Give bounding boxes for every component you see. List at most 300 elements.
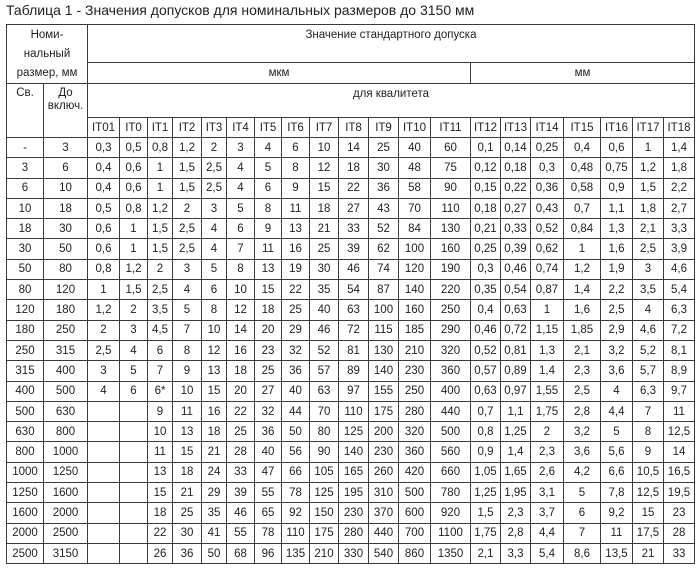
- tolerance-value-cell: 54: [339, 280, 369, 300]
- tolerance-value-cell: 1: [148, 158, 173, 178]
- tolerance-value-cell: 4: [227, 158, 255, 178]
- tolerance-value-cell: 28: [664, 523, 695, 543]
- tolerance-value-cell: 14: [339, 138, 369, 158]
- tolerance-value-cell: 3,7: [531, 503, 564, 523]
- tolerance-value-cell: 35: [310, 280, 339, 300]
- table-row: [7, 280, 695, 300]
- tolerance-value-cell: 9,2: [601, 503, 633, 523]
- tolerance-value-cell: 55: [227, 523, 255, 543]
- tolerance-value-cell: 18: [227, 361, 255, 381]
- tolerance-value-cell: 13: [173, 422, 202, 442]
- tolerance-value-cell: 3,2: [564, 422, 601, 442]
- size-from-cell: 2500: [7, 543, 44, 563]
- tolerance-value-cell: [120, 462, 148, 482]
- tolerance-value-cell: 5: [202, 259, 227, 279]
- tolerance-value-cell: 1,4: [664, 138, 695, 158]
- tolerance-value-cell: 1: [564, 239, 601, 259]
- tolerance-value-cell: 165: [339, 462, 369, 482]
- tolerance-value-cell: 6,3: [633, 381, 664, 401]
- tolerance-value-cell: 40: [399, 138, 431, 158]
- size-from-cell: 180: [7, 320, 44, 340]
- tolerance-value-cell: 65: [255, 503, 282, 523]
- tolerance-value-cell: 230: [339, 503, 369, 523]
- tolerance-value-cell: 0,58: [564, 178, 601, 198]
- tolerance-value-cell: 0,6: [88, 239, 120, 259]
- tolerance-value-cell: [120, 523, 148, 543]
- tolerance-value-cell: 46: [227, 503, 255, 523]
- tolerance-value-cell: 310: [369, 483, 399, 503]
- tolerance-value-cell: 4: [255, 138, 282, 158]
- tolerance-value-cell: 4: [202, 219, 227, 239]
- grade-header-cell: IT10: [399, 118, 431, 138]
- tolerance-value-cell: 3,5: [633, 280, 664, 300]
- tolerance-value-cell: 8: [227, 259, 255, 279]
- tolerance-value-cell: 1,3: [531, 340, 564, 360]
- tolerance-value-cell: 1,75: [471, 523, 501, 543]
- tolerance-value-cell: 7: [227, 239, 255, 259]
- tolerance-value-cell: 10: [173, 381, 202, 401]
- tolerance-value-cell: 1: [633, 138, 664, 158]
- tolerance-value-cell: 21: [202, 442, 227, 462]
- tolerance-value-cell: 1,85: [564, 320, 601, 340]
- tolerance-value-cell: 9,7: [664, 381, 695, 401]
- tolerance-value-cell: 57: [310, 361, 339, 381]
- tolerance-value-cell: 25: [282, 300, 310, 320]
- tolerance-value-cell: 1,2: [120, 259, 148, 279]
- tolerance-value-cell: 0,48: [564, 158, 601, 178]
- tolerance-value-cell: 1,5: [120, 280, 148, 300]
- tolerance-value-cell: 140: [399, 280, 431, 300]
- tolerance-value-cell: 6*: [148, 381, 173, 401]
- grade-header-cell: IT17: [633, 118, 664, 138]
- tolerance-value-cell: 400: [431, 381, 471, 401]
- tolerance-value-cell: 1,2: [88, 300, 120, 320]
- tolerance-value-cell: 16: [282, 239, 310, 259]
- tolerance-value-cell: 1100: [431, 523, 471, 543]
- tolerance-value-cell: 41: [202, 523, 227, 543]
- tolerance-value-cell: 15: [255, 280, 282, 300]
- tolerance-value-cell: 90: [310, 442, 339, 462]
- unit-mm-header: мм: [471, 62, 695, 83]
- tolerance-value-cell: 0,52: [471, 340, 501, 360]
- tolerance-value-cell: 52: [310, 340, 339, 360]
- tolerance-value-cell: 2,8: [564, 401, 601, 421]
- tolerance-value-cell: 1,05: [471, 462, 501, 482]
- tolerance-value-cell: 12: [310, 158, 339, 178]
- grade-header-cell: IT6: [282, 118, 310, 138]
- tolerance-value-cell: [120, 503, 148, 523]
- tolerance-value-cell: 4,2: [564, 462, 601, 482]
- tolerance-value-cell: 20: [255, 320, 282, 340]
- tolerance-value-cell: 2,5: [173, 239, 202, 259]
- tolerance-value-cell: 3: [120, 320, 148, 340]
- tolerance-value-cell: 33: [664, 543, 695, 563]
- tolerance-value-cell: 35: [202, 503, 227, 523]
- tolerance-value-cell: 28: [227, 442, 255, 462]
- tolerance-value-cell: 12: [202, 340, 227, 360]
- table-row: [7, 523, 695, 543]
- tolerance-value-cell: 0,7: [564, 198, 601, 218]
- tolerance-value-cell: 6: [564, 503, 601, 523]
- tolerance-value-cell: 2,3: [531, 442, 564, 462]
- tolerance-value-cell: 1,65: [501, 462, 531, 482]
- tolerance-value-cell: 185: [399, 320, 431, 340]
- tolerance-value-cell: 0,46: [501, 259, 531, 279]
- size-from-cell: 50: [7, 259, 44, 279]
- tolerance-value-cell: 18: [255, 300, 282, 320]
- tolerance-value-cell: 1,25: [471, 483, 501, 503]
- tolerance-value-cell: 1: [148, 178, 173, 198]
- grade-header-cell: IT18: [664, 118, 695, 138]
- tolerance-value-cell: 175: [369, 401, 399, 421]
- tolerance-value-cell: 8: [633, 422, 664, 442]
- tolerance-value-cell: 3,9: [664, 239, 695, 259]
- tolerance-value-cell: 84: [399, 219, 431, 239]
- tolerance-value-cell: 5: [173, 300, 202, 320]
- tolerance-value-cell: 97: [339, 381, 369, 401]
- tolerance-value-cell: 10: [310, 138, 339, 158]
- tolerance-value-cell: 6: [227, 219, 255, 239]
- tolerance-value-cell: 56: [282, 442, 310, 462]
- tolerance-value-cell: 13: [255, 259, 282, 279]
- table-row: [7, 178, 695, 198]
- tolerance-value-cell: 68: [227, 543, 255, 563]
- tolerance-value-cell: 13: [282, 219, 310, 239]
- size-from-cell: 800: [7, 442, 44, 462]
- tolerance-value-cell: 8: [173, 340, 202, 360]
- grade-header-cell: IT8: [339, 118, 369, 138]
- tolerance-value-cell: 30: [310, 259, 339, 279]
- tolerance-value-cell: 7,2: [664, 320, 695, 340]
- grade-header-cell: IT0: [120, 118, 148, 138]
- tolerance-value-cell: 0,3: [531, 158, 564, 178]
- tolerance-value-cell: 1,25: [501, 422, 531, 442]
- tolerance-value-cell: 40: [310, 300, 339, 320]
- grade-header-cell: IT12: [471, 118, 501, 138]
- tolerance-value-cell: 78: [255, 523, 282, 543]
- tolerance-value-cell: 420: [399, 462, 431, 482]
- tolerance-value-cell: 15: [173, 442, 202, 462]
- tolerance-value-cell: 1,6: [601, 239, 633, 259]
- tolerance-value-cell: 3: [633, 259, 664, 279]
- tolerance-value-cell: 3,2: [601, 340, 633, 360]
- size-to-cell: 6: [44, 158, 88, 178]
- size-from-cell: 6: [7, 178, 44, 198]
- tolerance-value-cell: 25: [227, 422, 255, 442]
- tolerance-value-cell: [88, 483, 120, 503]
- tolerance-value-cell: 9: [282, 178, 310, 198]
- tolerance-value-cell: 100: [369, 300, 399, 320]
- size-to-cell: 315: [44, 340, 88, 360]
- tolerance-value-cell: 2,5: [88, 340, 120, 360]
- tolerance-value-cell: 27: [255, 381, 282, 401]
- tolerance-value-cell: 0,6: [120, 158, 148, 178]
- size-from-cell: 10: [7, 198, 44, 218]
- tolerance-value-cell: 90: [431, 178, 471, 198]
- tolerance-value-cell: 5,6: [601, 442, 633, 462]
- tolerance-value-cell: 140: [339, 442, 369, 462]
- tolerance-value-cell: 30: [369, 158, 399, 178]
- size-to-cell: 630: [44, 401, 88, 421]
- tolerance-value-cell: 19,5: [664, 483, 695, 503]
- tolerance-value-cell: 11: [173, 401, 202, 421]
- table-row: [7, 158, 695, 178]
- tolerance-value-cell: 190: [431, 259, 471, 279]
- tolerance-value-cell: [88, 523, 120, 543]
- tolerance-value-cell: 15: [633, 503, 664, 523]
- tolerance-value-cell: 0,87: [531, 280, 564, 300]
- size-to-cell: 1250: [44, 462, 88, 482]
- table-row: [7, 401, 695, 421]
- size-to-cell: 18: [44, 198, 88, 218]
- tolerance-value-cell: 370: [369, 503, 399, 523]
- tolerance-value-cell: 110: [282, 523, 310, 543]
- tolerance-value-cell: 9: [148, 401, 173, 421]
- tolerance-value-cell: 92: [282, 503, 310, 523]
- tolerance-value-cell: 6: [148, 340, 173, 360]
- tolerance-value-cell: 0,97: [501, 381, 531, 401]
- tolerance-value-cell: 125: [339, 422, 369, 442]
- tolerance-value-cell: 11: [664, 401, 695, 421]
- tolerance-value-cell: 33: [227, 462, 255, 482]
- tolerance-value-cell: 0,36: [531, 178, 564, 198]
- tolerance-value-cell: 4: [633, 300, 664, 320]
- tolerance-value-cell: 220: [431, 280, 471, 300]
- tolerance-value-cell: 16: [202, 401, 227, 421]
- tolerance-value-cell: 17,5: [633, 523, 664, 543]
- tolerance-value-cell: 195: [339, 483, 369, 503]
- tolerance-value-cell: 100: [399, 239, 431, 259]
- tolerance-value-cell: 21: [310, 219, 339, 239]
- tolerance-value-cell: 8,6: [564, 543, 601, 563]
- size-from-cell: 315: [7, 361, 44, 381]
- tolerance-value-cell: 0,6: [88, 219, 120, 239]
- size-to-cell: 2500: [44, 523, 88, 543]
- tolerance-value-cell: 10,5: [633, 462, 664, 482]
- tolerance-value-cell: 63: [339, 300, 369, 320]
- tolerance-value-cell: 46: [339, 259, 369, 279]
- tolerance-value-cell: 21: [633, 543, 664, 563]
- tolerance-value-cell: 0,57: [471, 361, 501, 381]
- tolerance-value-cell: 4: [202, 239, 227, 259]
- table-row: [7, 300, 695, 320]
- tolerance-value-cell: 32: [255, 401, 282, 421]
- tolerance-value-cell: 0,15: [471, 178, 501, 198]
- table-row: [7, 340, 695, 360]
- grade-header-cell: IT13: [501, 118, 531, 138]
- tolerance-value-cell: 5,4: [531, 543, 564, 563]
- table-row: [7, 361, 695, 381]
- tolerance-value-cell: 860: [399, 543, 431, 563]
- tolerance-value-cell: 280: [399, 401, 431, 421]
- table-row: [7, 462, 695, 482]
- tolerance-value-cell: 36: [173, 543, 202, 563]
- tolerance-value-cell: 1,5: [173, 178, 202, 198]
- tolerance-value-cell: 1,2: [564, 259, 601, 279]
- tolerance-value-cell: 2,1: [471, 543, 501, 563]
- tolerance-value-cell: 8,1: [664, 340, 695, 360]
- size-from-cell: 120: [7, 300, 44, 320]
- size-to-cell: 180: [44, 300, 88, 320]
- tolerance-value-cell: 600: [399, 503, 431, 523]
- size-to-cell: 1000: [44, 442, 88, 462]
- tolerance-value-cell: 15: [202, 381, 227, 401]
- tolerance-value-cell: 3: [227, 138, 255, 158]
- tolerance-value-cell: 2: [88, 320, 120, 340]
- for-grade-header: для квалитета: [88, 84, 695, 118]
- tolerance-value-cell: 1,2: [148, 198, 173, 218]
- size-to-cell: 50: [44, 239, 88, 259]
- tolerance-value-cell: 0,43: [531, 198, 564, 218]
- tolerance-value-cell: 3: [88, 361, 120, 381]
- tolerance-value-cell: 18: [173, 462, 202, 482]
- grade-header-cell: IT11: [431, 118, 471, 138]
- tolerance-value-cell: 2,5: [173, 219, 202, 239]
- table-row: [7, 219, 695, 239]
- tolerance-value-cell: 500: [399, 483, 431, 503]
- tolerance-value-cell: 14: [227, 320, 255, 340]
- tolerance-value-cell: 230: [399, 361, 431, 381]
- tolerance-value-cell: 115: [369, 320, 399, 340]
- grade-header-cell: IT4: [227, 118, 255, 138]
- from-header: Св.: [7, 84, 44, 138]
- tolerance-value-cell: 1,4: [531, 361, 564, 381]
- tolerance-value-cell: 2: [120, 300, 148, 320]
- tolerance-value-cell: 0,6: [120, 178, 148, 198]
- tolerance-value-cell: 160: [399, 300, 431, 320]
- tolerance-value-cell: 660: [431, 462, 471, 482]
- tolerance-value-cell: 40: [255, 442, 282, 462]
- tolerance-value-cell: 87: [369, 280, 399, 300]
- grade-header-cell: IT15: [564, 118, 601, 138]
- tolerance-value-cell: 3,6: [601, 361, 633, 381]
- tolerance-value-cell: 36: [282, 361, 310, 381]
- tolerance-value-cell: 11: [282, 198, 310, 218]
- table-row: [7, 503, 695, 523]
- grade-header-cell: IT2: [173, 118, 202, 138]
- grade-header-cell: IT7: [310, 118, 339, 138]
- tolerance-value-cell: 2,5: [202, 178, 227, 198]
- tolerance-value-cell: 0,21: [471, 219, 501, 239]
- tolerance-value-cell: 46: [310, 320, 339, 340]
- tolerance-value-cell: 0,74: [531, 259, 564, 279]
- tolerance-value-cell: 2,8: [501, 523, 531, 543]
- tolerance-value-cell: 230: [369, 442, 399, 462]
- size-from-cell: 1000: [7, 462, 44, 482]
- tolerance-value-cell: 22: [148, 523, 173, 543]
- tolerance-value-cell: 140: [369, 361, 399, 381]
- table-row: [7, 543, 695, 563]
- to-header: [44, 84, 88, 138]
- tolerance-value-cell: 160: [431, 239, 471, 259]
- tolerance-value-cell: 62: [369, 239, 399, 259]
- tolerance-value-cell: 11: [148, 442, 173, 462]
- tolerance-value-cell: 12,5: [664, 422, 695, 442]
- tolerance-value-cell: 0,84: [564, 219, 601, 239]
- tolerance-value-cell: 920: [431, 503, 471, 523]
- tolerance-value-cell: 75: [431, 158, 471, 178]
- tolerance-value-cell: 20: [227, 381, 255, 401]
- size-from-cell: 500: [7, 401, 44, 421]
- tolerance-value-cell: 1350: [431, 543, 471, 563]
- tolerance-value-cell: 2,5: [633, 239, 664, 259]
- tolerance-value-cell: 15: [148, 483, 173, 503]
- size-to-cell: 250: [44, 320, 88, 340]
- tolerance-value-cell: 0,8: [471, 422, 501, 442]
- tolerance-value-cell: 0,3: [471, 259, 501, 279]
- tolerance-value-cell: 1,9: [601, 259, 633, 279]
- tolerance-value-cell: 280: [339, 523, 369, 543]
- tolerance-value-cell: 2,2: [601, 280, 633, 300]
- table-caption: Таблица 1 - Значения допусков для номинальных размеров до 3150 мм: [6, 2, 475, 18]
- tolerance-value-cell: 4: [601, 381, 633, 401]
- tolerance-value-cell: 8: [202, 300, 227, 320]
- tolerance-value-cell: 4: [88, 381, 120, 401]
- tolerance-value-cell: 1,4: [564, 280, 601, 300]
- tolerance-value-cell: 0,5: [88, 198, 120, 218]
- size-to-cell: 3150: [44, 543, 88, 563]
- tolerance-value-cell: 60: [431, 138, 471, 158]
- unit-um-header: мкм: [88, 62, 471, 83]
- tolerance-value-cell: 130: [369, 340, 399, 360]
- tolerance-value-cell: 200: [369, 422, 399, 442]
- tolerance-value-cell: 1,5: [173, 158, 202, 178]
- size-from-cell: 400: [7, 381, 44, 401]
- table-row: [7, 138, 695, 158]
- tolerance-value-cell: 10: [227, 280, 255, 300]
- tolerance-value-cell: 8: [282, 158, 310, 178]
- tolerance-value-cell: 5: [601, 422, 633, 442]
- tolerance-value-cell: 5: [120, 361, 148, 381]
- tolerance-value-cell: 13: [148, 462, 173, 482]
- tolerance-value-cell: 80: [310, 422, 339, 442]
- size-to-cell: 3: [44, 138, 88, 158]
- tolerance-value-cell: 7: [173, 320, 202, 340]
- tolerance-value-cell: 1,4: [501, 442, 531, 462]
- tolerance-value-cell: 1,75: [531, 401, 564, 421]
- tolerance-value-cell: 1,1: [601, 198, 633, 218]
- tolerance-table: [6, 24, 695, 564]
- tolerance-value-cell: 320: [431, 340, 471, 360]
- tolerance-value-cell: 22: [282, 280, 310, 300]
- size-from-cell: 30: [7, 239, 44, 259]
- tolerance-value-cell: 0,8: [148, 138, 173, 158]
- tolerance-value-cell: 1,15: [531, 320, 564, 340]
- tolerance-value-cell: 210: [399, 340, 431, 360]
- tolerance-value-cell: 4: [173, 280, 202, 300]
- tolerance-value-cell: 1,3: [601, 219, 633, 239]
- tolerance-value-cell: 29: [202, 483, 227, 503]
- tolerance-value-cell: 13: [202, 361, 227, 381]
- tolerance-value-cell: 23: [664, 503, 695, 523]
- tolerance-value-cell: 23: [255, 340, 282, 360]
- tolerance-value-cell: 2,1: [633, 219, 664, 239]
- size-to-cell: 80: [44, 259, 88, 279]
- tolerance-value-cell: 0,62: [531, 239, 564, 259]
- tolerance-value-cell: 1,1: [501, 401, 531, 421]
- table-row: [7, 422, 695, 442]
- tolerance-value-cell: 13,5: [601, 543, 633, 563]
- tolerance-value-cell: 150: [310, 503, 339, 523]
- tolerance-value-cell: 30: [173, 523, 202, 543]
- tolerance-value-cell: 0,18: [471, 198, 501, 218]
- tolerance-value-cell: 27: [339, 198, 369, 218]
- tolerance-value-cell: 11: [601, 523, 633, 543]
- tolerance-value-cell: 58: [399, 178, 431, 198]
- tolerance-value-cell: 25: [173, 503, 202, 523]
- tolerance-value-cell: 25: [310, 239, 339, 259]
- tolerance-value-cell: 89: [339, 361, 369, 381]
